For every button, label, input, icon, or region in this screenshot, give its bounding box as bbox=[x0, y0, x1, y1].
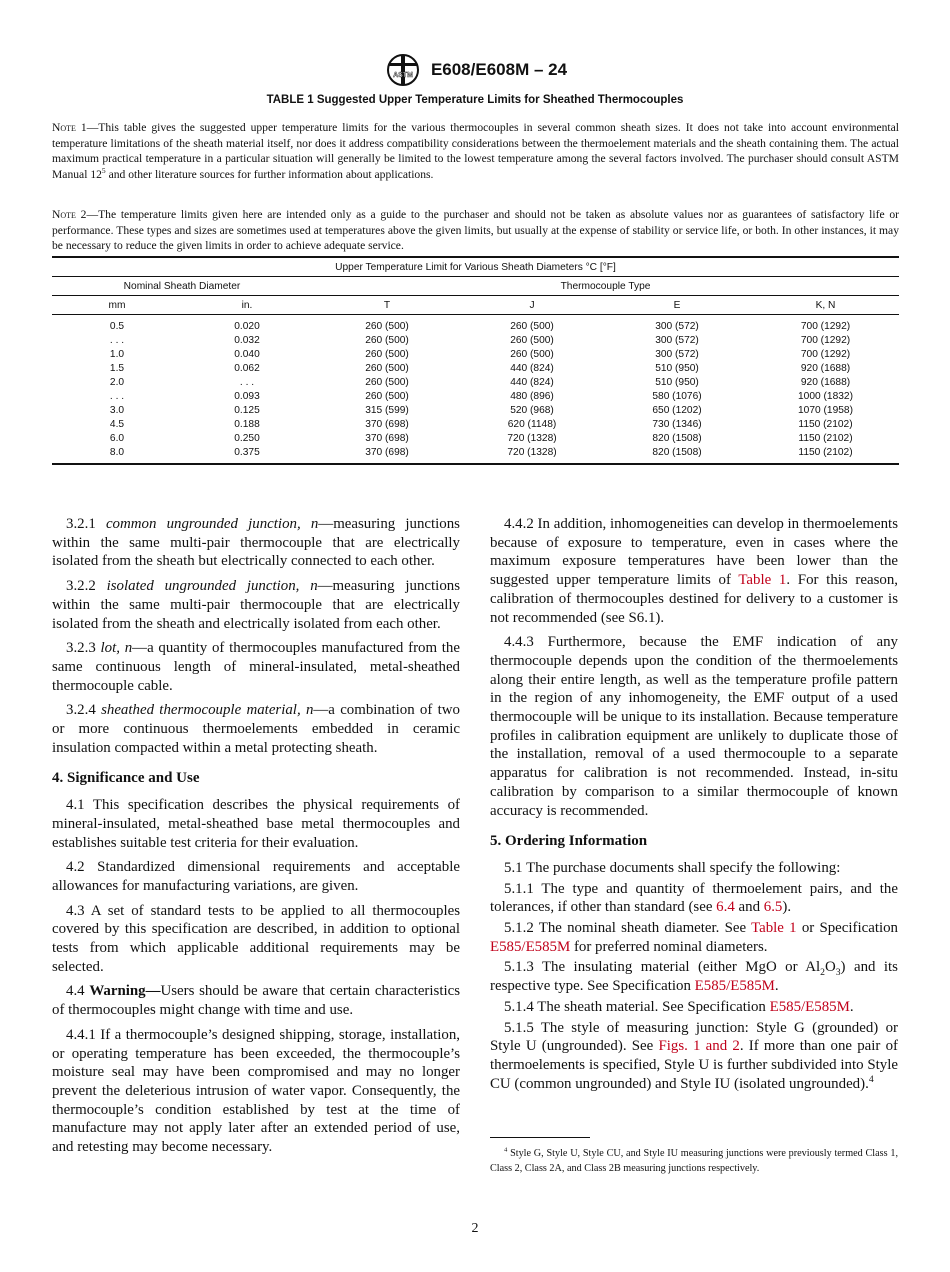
table-row: 4.5 0.188 370 (698) 620 (1148) 730 (1346) 1150 (2102) bbox=[109, 418, 853, 430]
column-header-in: in. bbox=[182, 296, 312, 315]
section-4-heading: 4. Significance and Use bbox=[52, 770, 200, 787]
temperature-limits-table bbox=[52, 256, 899, 465]
table-row: 8.0 0.375 370 (698) 720 (1328) 820 (1508) 1150 (2102) bbox=[52, 445, 899, 464]
paragraph-5-1-1: 5.1.1 The type and quantity of thermoelement pairs, and the tolerances, if other than standard (see 6.4 and 6.5). bbox=[490, 880, 898, 916]
standard-designation: E608/E608M – 24 bbox=[430, 60, 568, 79]
paragraph-4-2: 4.2 Standardized dimensional requirements and acceptable allowances for manufacturing variations, are given. bbox=[52, 859, 460, 894]
astm-logo-icon bbox=[383, 52, 423, 88]
table-row: 0.5 0.020 260 (500) 260 (500) 300 (572) 700 (1292) bbox=[109, 320, 851, 332]
note-2-label: Note 2 bbox=[52, 208, 87, 221]
section-6-5-link[interactable]: 6.5 bbox=[763, 899, 783, 916]
table-row: . . . 0.093 260 (500) 480 (896) 580 (1076) 1000 (1832) bbox=[109, 390, 853, 402]
left-column bbox=[52, 515, 460, 1163]
column-header-e: E bbox=[602, 296, 752, 315]
paragraph-4-1: 4.1 This specification describes the physical requirements of mineral-insulated, metal-sheathed base metal thermocouples and establishes suitable test criteria for their evaluation. bbox=[52, 797, 460, 851]
paragraph-5-1: 5.1 The purchase documents shall specify the following: bbox=[504, 859, 841, 876]
paragraph-3-2-3: 3.2.3 lot, n—a quantity of thermocouples manufactured from the same continuous length of mineral-insulated, metal-sheathed thermocouple cable. bbox=[52, 640, 460, 694]
paragraph-5-1-3: 5.1.3 The insulating material (either MgO or $Al_2O_3$) and its respective type. See Specification E585/E585M. bbox=[490, 959, 898, 995]
table-title: TABLE 1 Suggested Upper Temperature Limits for Sheathed Thermocouples bbox=[266, 94, 684, 106]
paragraph-4-4: 4.4 Warning—Users should be aware that certain characteristics of thermocouples might change with time and use. bbox=[52, 983, 460, 1019]
right-column bbox=[490, 515, 898, 1099]
thermocouple-type-header: Thermocouple Type bbox=[312, 277, 899, 296]
table-super-header: Upper Temperature Limit for Various Sheath Diameters °C [°F] bbox=[52, 257, 899, 277]
table-row: . . . 0.032 260 (500) 260 (500) 300 (572) 700 (1292) bbox=[109, 334, 851, 346]
column-header-j: J bbox=[462, 296, 602, 315]
table-1-link[interactable]: Table 1 bbox=[751, 920, 797, 937]
column-header-t: T bbox=[312, 296, 462, 315]
table-row: 6.0 0.250 370 (698) 720 (1328) 820 (1508) 1150 (2102) bbox=[109, 432, 853, 444]
paragraph-4-4-3: 4.4.3 Furthermore, because the EMF indication of any thermocouple depends upon the condition of the thermoelements along their entire length, as well as the temperature profile pattern in the region of any inhomogeneity, the EMF output of a used thermocouple will be unique to its installation. Because temperature profiles in calibration equipment are unlikely to duplicate those of the installation, removal of a used thermocouple to a separate apparatus for calibration is not recommended. Instead, in-situ calibration by comparison to a similar thermocouple of known accuracy is recommended. bbox=[490, 634, 898, 819]
table-note-1: Note 1—This table gives the suggested upper temperature limits for the various thermocouples in several common sheath sizes. It does not take into account environmental temperature limitations of the sheath material itself, nor does it address compatibility considerations between the thermoelement materials and the sheath containing them. The actual maximum practical temperature in a particular situation will generally be limited to the lowest temperature among the several factors involved. The purchaser should consult ASTM Manual $12^5$ and other literature sources for further information about applications. bbox=[52, 121, 899, 181]
paragraph-5-1-4: 5.1.4 The sheath material. See Specification E585/E585M. bbox=[504, 998, 854, 1015]
paragraph-4-4-2: 4.4.2 In addition, inhomogeneities can develop in thermoelements because of exposure to temperature, even in cases where the maximum exposure temperatures have been lower than the suggested upper temperature limits of Table 1. For this reason, calibration of thermocouples destined for delivery to a customer is not recommended (see S6.1). bbox=[490, 516, 898, 626]
table-row: 3.0 0.125 315 (599) 520 (968) 650 (1202) 1070 (1958) bbox=[109, 404, 853, 416]
column-header-mm: mm bbox=[52, 296, 182, 315]
table-body bbox=[52, 315, 899, 465]
paragraph-5-1-5: 5.1.5 The style of measuring junction: Style G (grounded) or Style U (ungrounded). See Figs. 1 and 2. If more than one pair of thermoelements is specified, Style U is further subdivided into Style CU (common ungrounded) and Style IU (isolated ungrounded).$^4$ bbox=[490, 1019, 898, 1092]
nominal-diameter-header: Nominal Sheath Diameter bbox=[52, 277, 312, 296]
paragraph-4-4-1: 4.4.1 If a thermocouple’s designed shipping, storage, installation, or operating temperature has been exceeded, the thermocouple’s moisture seal may have been compromised and may no longer prevent the deleterious intrusion of water vapor. Consequently, the thermocouple’s condition established by test at the time of manufacture may not apply later after an extended period of use, and retesting may become necessary. bbox=[52, 1026, 460, 1156]
document-header bbox=[0, 52, 950, 88]
figures-1-2-link[interactable]: Figs. 1 and 2 bbox=[658, 1038, 740, 1055]
footnote-4: $^4$ Style G, Style U, Style CU, and Style IU measuring junctions were previously termed Class 1, Class 2, Class 2A, and Class 2B measuring junctions respectively. bbox=[490, 1146, 898, 1175]
paragraph-4-3: 4.3 A set of standard tests to be applied to all thermocouples covered by this specification are described, in addition to optional tests from which applicable additional requirements may be selected. bbox=[52, 902, 460, 975]
table-row: 2.0 . . . 260 (500) 440 (824) 510 (950) 920 (1688) bbox=[109, 376, 851, 388]
table-1-link[interactable]: Table 1 bbox=[738, 572, 787, 589]
column-header-kn: K, N bbox=[752, 296, 899, 315]
page-number: 2 bbox=[471, 1221, 479, 1236]
paragraph-3-2-2: 3.2.2 isolated ungrounded junction, n—measuring junctions within the same multi-pair thermocouple that are electrically isolated from the sheath and electrically isolated from each other. bbox=[52, 578, 460, 632]
e585-spec-link[interactable]: E585/E585M bbox=[490, 938, 571, 955]
svg-text:ASTM: ASTM bbox=[393, 72, 413, 79]
paragraph-3-2-4: 3.2.4 sheathed thermocouple material, n—a combination of two or more continuous thermoelements embedded in ceramic insulation compacted within a metal protecting sheath. bbox=[52, 702, 460, 756]
table-row: 1.5 0.062 260 (500) 440 (824) 510 (950) 920 (1688) bbox=[109, 362, 851, 374]
section-6-4-link[interactable]: 6.4 bbox=[716, 899, 735, 916]
section-5-heading: 5. Ordering Information bbox=[490, 833, 648, 850]
footnote-divider bbox=[490, 1137, 590, 1138]
table-row: 1.0 0.040 260 (500) 260 (500) 300 (572) 700 (1292) bbox=[109, 348, 851, 360]
e585-spec-link[interactable]: E585/E585M bbox=[769, 998, 850, 1015]
paragraph-3-2-1: 3.2.1 common ungrounded junction, n—measuring junctions within the same multi-pair thermocouple that are electrically isolated from the sheath but electrically connected to each other. bbox=[52, 516, 460, 570]
e585-spec-link[interactable]: E585/E585M bbox=[694, 978, 775, 995]
note-1-label: Note 1 bbox=[52, 121, 87, 134]
paragraph-5-1-2: 5.1.2 The nominal sheath diameter. See Table 1 or Specification E585/E585M for preferred nominal diameters. bbox=[490, 920, 899, 955]
table-note-2: Note 2—The temperature limits given here are intended only as a guide to the purchaser and should not be taken as absolute values nor as guarantees of satisfactory life or performance. These types and sizes are sometimes used at temperatures above the given limits, but usually at the expense of stability or service life, or both. In other instances, it may be necessary to reduce the given limits in order to achieve adequate service. bbox=[52, 208, 899, 253]
